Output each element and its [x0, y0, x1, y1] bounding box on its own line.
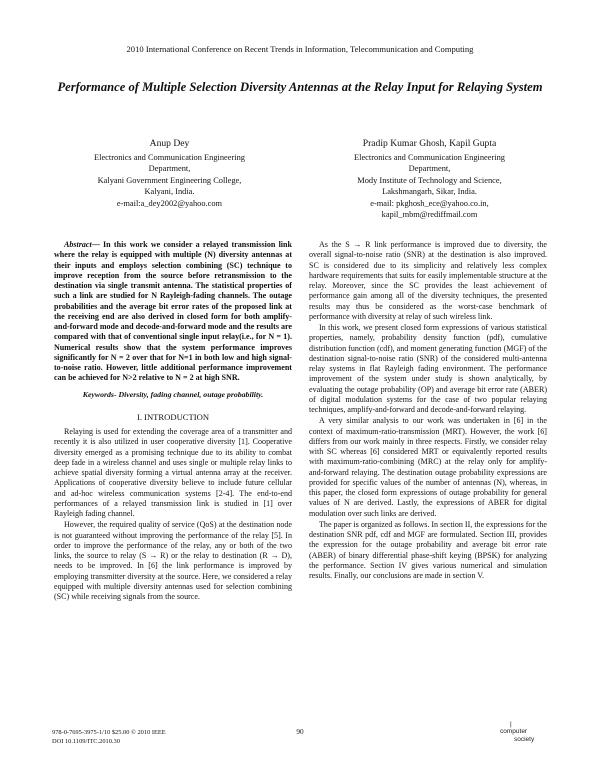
- author-affiliation-line: Department,: [408, 164, 451, 173]
- author-block-2: [312, 138, 547, 221]
- body-paragraph: However, the required quality of service (QoS) at the destination node is not guaranteed without improving the performance of the relay [5]. In order to improve the performance of the relay, any or both of the two links, the source to relay (S → R) or the relay to destination (R → D), needs to be improved. In [6] the link performance is improved by employing transmitter diversity at the source. Here, we considered a relay equipped with multiple diversity antennas used for selection combining (SC) while receiving signals from the source.: [54, 520, 292, 601]
- abstract-label: Abstract: [64, 240, 92, 249]
- logo-mark-icon: |||: [510, 722, 511, 728]
- paper-title: Performance of Multiple Selection Diversity Antennas at the Relay Input for Relaying System: [57, 80, 543, 94]
- keywords: Keywords- Diversity, fading channel, outage probability.: [82, 389, 264, 399]
- footer-copyright: [52, 728, 166, 746]
- section-heading: I. INTRODUCTION: [136, 411, 210, 422]
- author-affiliation-line: Kalyani Government Engineering College,: [97, 175, 242, 185]
- author-affiliation-line: Lakshmangarh, Sikar, India.: [382, 187, 477, 196]
- computer-society-logo: [500, 722, 548, 748]
- author-affiliation-line: Electronics and Communication Engineering: [354, 152, 505, 162]
- body-paragraph: In this work, we present closed form expressions of various statistical properties, namely, probability density function (pdf), cumulative distribution function (cdf), and moment generating function (MGF) of the destination signal-to-noise ratio (SNR) of the considered multi-antenna relay systems in flat Rayleigh fading environment. The performance improvement of the system under study is shown analytically, by evaluating the outage probability (OP) and average bit error rate (ABER) of digital modulation systems for the case of two popular relaying techniques, amplify-and-forward and decode-and-forward relaying.: [309, 323, 547, 414]
- author-name: Anup Dey: [149, 138, 190, 149]
- author-affiliation-line: Electronics and Communication Engineering: [94, 152, 245, 162]
- footer-doi: DOI 10.1109/ITC.2010.30: [52, 738, 120, 745]
- body-paragraph: A very similar analysis to our work was undertaken in [6] in the context of maximum-ratio-transmission (MRT). However, the work [6] differs from our work mainly in three respects. Firstly, we consider relay with SC whereas [6] considered MRT or equivalently reported results with maximum-ratio-combining (MRC) at the relay only for amplify-and-forward relaying. The destination outage probability expressions are provided for specific values of the number of antennas (N), whereas, in this paper, the closed form expressions of outage probability for general values of N are derived. Lastly, the expressions of ABER for digital modulation over such links are derived.: [309, 416, 547, 518]
- body-paragraph: The paper is organized as follows. In section II, the expressions for the destination SNR pdf, cdf and MGF are formulated. Section III, provides the expression for the outage probability and average bit error rate (ABER) of binary differential phase-shift keying (BPSK) for analyzing the performance. Section IV gives various numerical and simulation results. Finally, our conclusions are made in section V.: [309, 519, 547, 580]
- abstract-text: In this work we consider a relayed transmission link where the relay is equipped with multiple (N) diversity antennas at their inputs and employs selection combining (SC) technique to improve reception from the source before retransmission to the destination via single transmit antenna. The statistical properties of such a link are studied for N Rayleigh-fading channels. The outage probabilities and the average bit error rates of the proposed link at the receiving end are also derived in closed form for both amplify-and-forward mode and decode-and-forward mode and the results are compared with that of conventional single input relay(i.e., for N = 1). Numerical results show that the system performance improves significantly for N = 2 over that for N=1 in both low and high signal-to-noise ratio. However, little additional performance improvement can be achieved for N>2 relative to N = 2 at high SNR.: [54, 240, 292, 383]
- author-email: e-mail: pkghosh_ece@yahoo.co.in,: [370, 198, 489, 208]
- conference-header: 2010 International Conference on Recent Trends in Information, Telecommunication and Computing: [126, 44, 474, 54]
- author-affiliation-line: Kalyani, India.: [144, 187, 195, 196]
- author-email: kapil_mbm@rediffmail.com: [381, 210, 478, 219]
- footer-isbn: 978-0-7695-3975-1/10 $25.00 © 2010 IEEE: [52, 729, 166, 736]
- author-block-1: [52, 138, 287, 209]
- body-paragraph: As the S → R link performance is improved due to diversity, the overall signal-to-noise ratio (SNR) at the destination is also improved. SC is considered due to its simplicity and relatively less complex hardware requirements that suits for easily implementable structure at the relay. Moreover, since the SC provides the least achievement of performance gain among all of the diversity techniques, the presented results may thus be considered as the worst-case benchmark of performance with diversity at relay of such wireless link.: [309, 240, 547, 321]
- page-number: 90: [296, 728, 304, 736]
- logo-text-computer: computer: [500, 728, 528, 735]
- abstract-dash: —: [91, 240, 104, 249]
- abstract: [54, 240, 292, 384]
- body-paragraph: Relaying is used for extending the coverage area of a transmitter and recently it is also utilized in user cooperative diversity [1]. Cooperative diversity emerged as a promising technique due to its ability to combat deep fade in a wireless channel and uses single or multiple relay links to achieve spatial diversity forming a virtual antenna array at the receiver. Applications of cooperative diversity believe to include future cellular and ad-hoc wireless communication systems [2-4]. The end-to-end performances of a relayed transmission link is studied in [1] over Rayleigh fading channel.: [54, 427, 292, 518]
- left-column: [54, 240, 292, 603]
- right-column: [309, 240, 547, 582]
- author-affiliation-line: Department,: [148, 164, 191, 173]
- author-email: e-mail:a_dey2002@yahoo.com: [116, 198, 223, 208]
- author-name: Pradip Kumar Ghosh, Kapil Gupta: [362, 138, 497, 149]
- author-affiliation-line: Mody Institute of Technology and Science,: [357, 175, 502, 185]
- logo-text-society: society: [514, 736, 535, 743]
